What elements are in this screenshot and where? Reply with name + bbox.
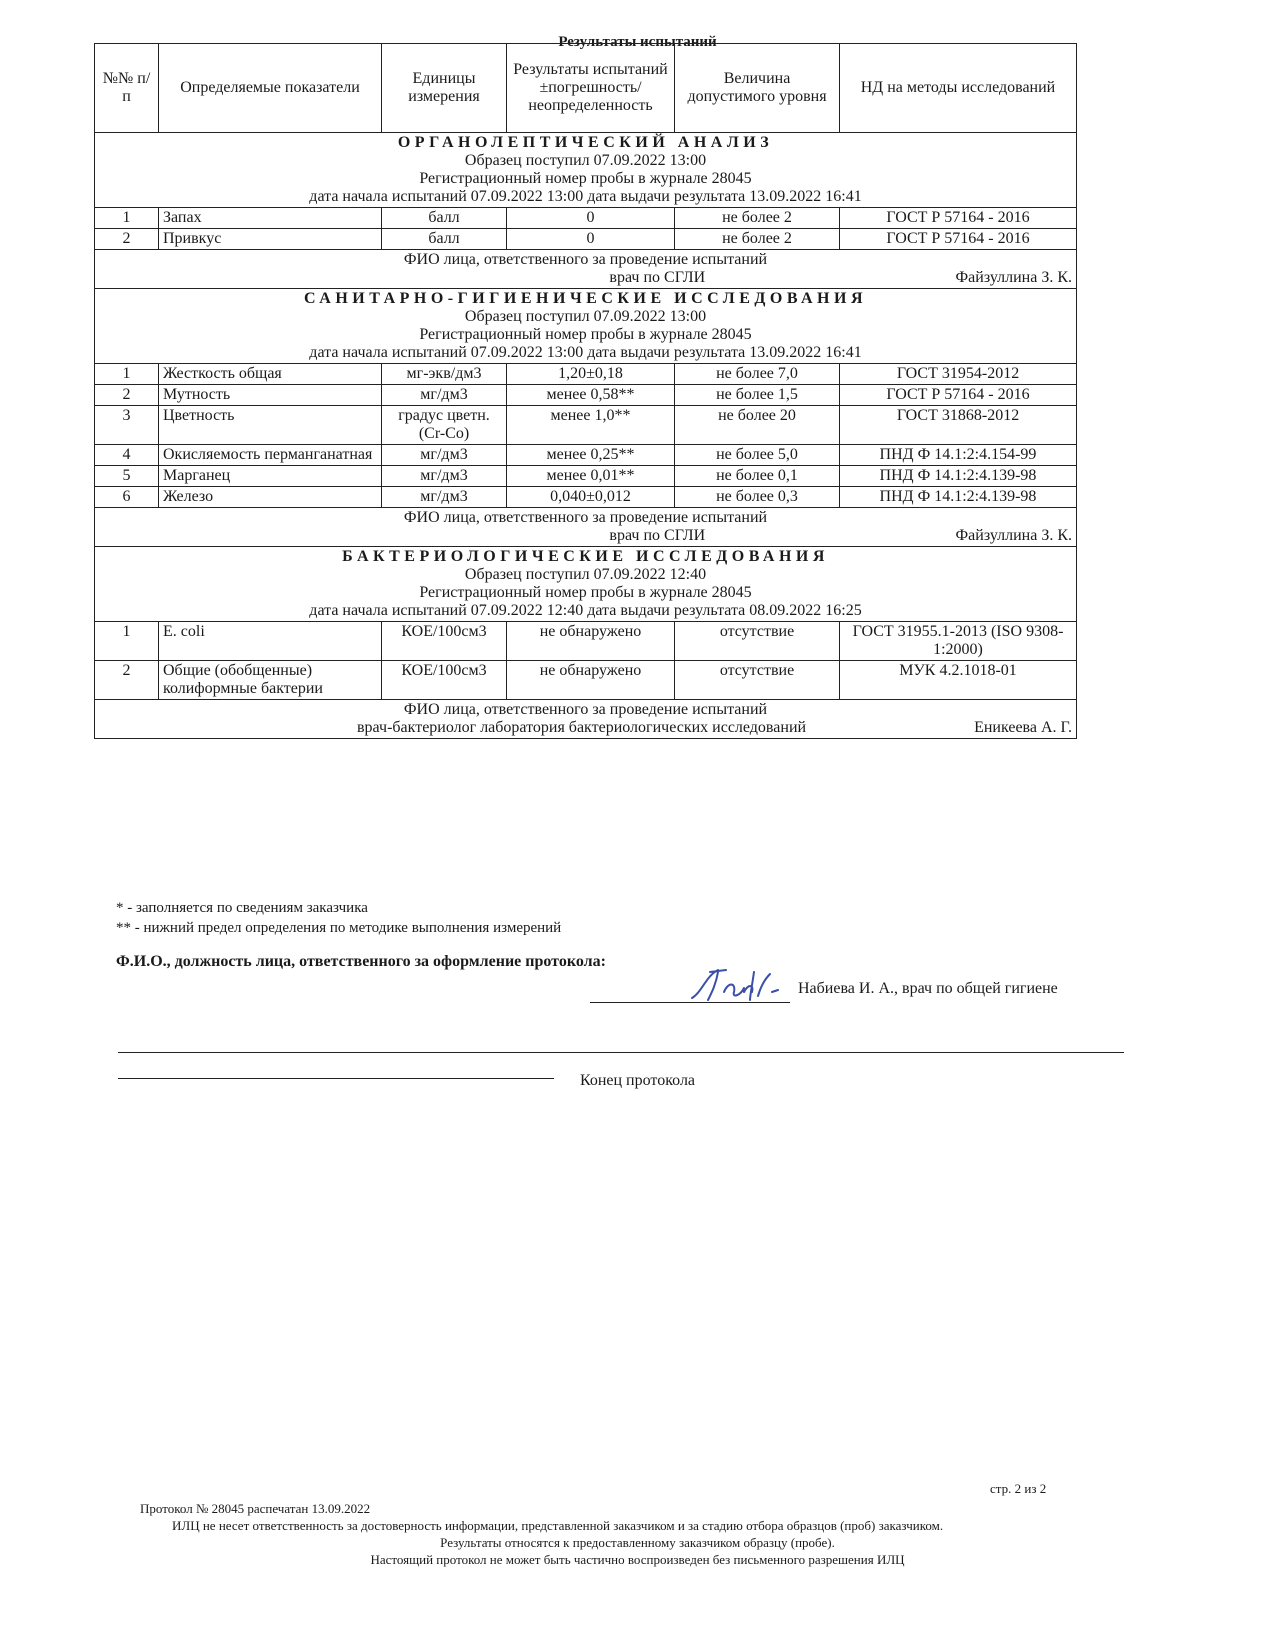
table-row [95, 445, 1077, 466]
row-indicator: E. coli [159, 622, 382, 661]
sample-received: Образец поступил 07.09.2022 13:00 [464, 308, 707, 325]
row-indicator: Мутность [159, 385, 382, 406]
row-result: не обнаружено [507, 622, 675, 661]
row-result: менее 0,01** [507, 466, 675, 487]
registration-number: Регистрационный номер пробы в журнале 28045 [419, 170, 752, 187]
row-indicator: Жесткость общая [159, 364, 382, 385]
row-number: 1 [95, 364, 159, 385]
footer-disclaimer-line: ИЛЦ не несет ответственность за достоверность информации, представленной заказчиком и за стадию отбора образцов (проб) заказчиком. [172, 1518, 944, 1533]
section-organoleptic-header [95, 133, 1077, 208]
section-sanitary-header [95, 289, 1077, 364]
table-row [95, 622, 1077, 661]
row-method: ГОСТ Р 57164 - 2016 [840, 385, 1077, 406]
row-indicator: Запах [159, 208, 382, 229]
row-number: 4 [95, 445, 159, 466]
row-limit: не более 7,0 [675, 364, 840, 385]
row-unit: мг/дм3 [382, 487, 507, 508]
test-dates: дата начала испытаний 07.09.2022 13:00 дата выдачи результата 13.09.2022 16:41 [309, 344, 862, 361]
end-of-protocol: Конец протокола [579, 1072, 696, 1089]
row-result: 0 [507, 229, 675, 250]
responsible-person: Файзуллина З. К. [955, 527, 1072, 544]
row-limit: отсутствие [675, 622, 840, 661]
document-title: Результаты испытаний [558, 34, 717, 50]
row-method: ПНД Ф 14.1:2:4.139-98 [840, 487, 1077, 508]
row-result: менее 0,58** [507, 385, 675, 406]
header-number: №№ п/п [95, 44, 159, 133]
row-method: ГОСТ Р 57164 - 2016 [840, 208, 1077, 229]
table-row [95, 364, 1077, 385]
row-number: 2 [95, 229, 159, 250]
signature-graphic [688, 962, 798, 1008]
footer-reproduction-line: Настоящий протокол не может быть частично воспроизведен без письменного разрешения ИЛЦ [370, 1552, 905, 1567]
table-row [95, 466, 1077, 487]
row-number: 1 [95, 622, 159, 661]
row-limit: не более 5,0 [675, 445, 840, 466]
row-unit: балл [382, 208, 507, 229]
test-dates: дата начала испытаний 07.09.2022 13:00 дата выдачи результата 13.09.2022 16:41 [309, 188, 862, 205]
row-method: ПНД Ф 14.1:2:4.139-98 [840, 466, 1077, 487]
row-unit: градус цветн.(Cr-Co) [382, 406, 507, 445]
section-bacteriological-header [95, 547, 1077, 622]
row-method: ГОСТ 31868-2012 [840, 406, 1077, 445]
header-limit: Величина допустимого уровня [675, 44, 840, 133]
row-limit: не более 2 [675, 229, 840, 250]
row-method: МУК 4.2.1018-01 [840, 661, 1077, 700]
table-header-row [95, 44, 1077, 133]
section-title: САНИТАРНО-ГИГИЕНИЧЕСКИЕ ИССЛЕДОВАНИЯ [304, 290, 867, 307]
results-table [94, 43, 1077, 739]
row-indicator: Окисляемость перманганатная [159, 445, 382, 466]
row-unit: мг/дм3 [382, 445, 507, 466]
row-indicator: Общие (обобщенные) колиформные бактерии [159, 661, 382, 700]
table-row [95, 385, 1077, 406]
row-method: ПНД Ф 14.1:2:4.154-99 [840, 445, 1077, 466]
responsible-position: врач по СГЛИ [609, 527, 706, 544]
responsible-label: ФИО лица, ответственного за проведение испытаний [403, 509, 768, 526]
sample-received: Образец поступил 07.09.2022 12:40 [464, 566, 707, 583]
test-dates: дата начала испытаний 07.09.2022 12:40 дата выдачи результата 08.09.2022 16:25 [309, 602, 862, 619]
row-result: 0,040±0,012 [507, 487, 675, 508]
responsible-label: ФИО лица, ответственного за проведение испытаний [403, 251, 768, 268]
row-indicator: Марганец [159, 466, 382, 487]
section-responsible [95, 250, 1077, 289]
section-responsible [95, 700, 1077, 739]
section-responsible [95, 508, 1077, 547]
row-limit: не более 20 [675, 406, 840, 445]
row-result: менее 1,0** [507, 406, 675, 445]
row-result: 0 [507, 208, 675, 229]
responsible-label: ФИО лица, ответственного за проведение испытаний [403, 701, 768, 718]
footer-sample-line: Результаты относятся к предоставленному заказчиком образцу (пробе). [440, 1535, 835, 1550]
table-row [95, 406, 1077, 445]
row-number: 6 [95, 487, 159, 508]
row-unit: мг-экв/дм3 [382, 364, 507, 385]
row-indicator: Железо [159, 487, 382, 508]
responsible-position: врач по СГЛИ [609, 269, 706, 286]
row-unit: мг/дм3 [382, 385, 507, 406]
divider [118, 1052, 1124, 1053]
header-indicator: Определяемые показатели [159, 44, 382, 133]
row-unit: мг/дм3 [382, 466, 507, 487]
table-row [95, 487, 1077, 508]
row-unit: балл [382, 229, 507, 250]
header-result: Результаты испытаний ±погрешность/ неопределенность [507, 44, 675, 133]
row-result: не обнаружено [507, 661, 675, 700]
row-limit: не более 0,1 [675, 466, 840, 487]
row-number: 2 [95, 385, 159, 406]
responsible-person: Файзуллина З. К. [955, 269, 1072, 286]
row-limit: не более 1,5 [675, 385, 840, 406]
row-result: менее 0,25** [507, 445, 675, 466]
row-number: 1 [95, 208, 159, 229]
table-row [95, 661, 1077, 700]
row-limit: отсутствие [675, 661, 840, 700]
section-title: ОРГАНОЛЕПТИЧЕСКИЙ АНАЛИЗ [397, 134, 774, 151]
registration-number: Регистрационный номер пробы в журнале 28045 [419, 584, 752, 601]
protocol-responsible-name: Набиева И. А., врач по общей гигиене [798, 980, 1058, 997]
section-title: БАКТЕРИОЛОГИЧЕСКИЕ ИССЛЕДОВАНИЯ [342, 548, 829, 565]
row-result: 1,20±0,18 [507, 364, 675, 385]
responsible-person: Еникеева А. Г. [974, 719, 1072, 736]
page-number: стр. 2 из 2 [990, 1481, 1047, 1496]
row-limit: не более 2 [675, 208, 840, 229]
registration-number: Регистрационный номер пробы в журнале 28045 [419, 326, 752, 343]
row-limit: не более 0,3 [675, 487, 840, 508]
row-indicator: Привкус [159, 229, 382, 250]
sample-received: Образец поступил 07.09.2022 13:00 [464, 152, 707, 169]
row-number: 2 [95, 661, 159, 700]
row-number: 5 [95, 466, 159, 487]
row-method: ГОСТ Р 57164 - 2016 [840, 229, 1077, 250]
row-unit: КОЕ/100см3 [382, 661, 507, 700]
row-unit: КОЕ/100см3 [382, 622, 507, 661]
responsible-position: врач-бактериолог лаборатория бактериологических исследований [357, 719, 807, 736]
row-indicator: Цветность [159, 406, 382, 445]
footer-protocol-line: Протокол № 28045 распечатан 13.09.2022 [140, 1501, 371, 1516]
row-method: ГОСТ 31954-2012 [840, 364, 1077, 385]
header-method: НД на методы исследований [840, 44, 1077, 133]
row-method: ГОСТ 31955.1-2013 (ISO 9308-1:2000) [840, 622, 1077, 661]
table-row [95, 208, 1077, 229]
row-number: 3 [95, 406, 159, 445]
table-row [95, 229, 1077, 250]
footnote-detection-limit: ** - нижний предел определения по методике выполнения измерений [116, 920, 562, 936]
protocol-responsible-label: Ф.И.О., должность лица, ответственного за оформление протокола: [116, 953, 606, 970]
footnote-customer: * - заполняется по сведениям заказчика [116, 900, 368, 916]
header-unit: Единицы измерения [382, 44, 507, 133]
